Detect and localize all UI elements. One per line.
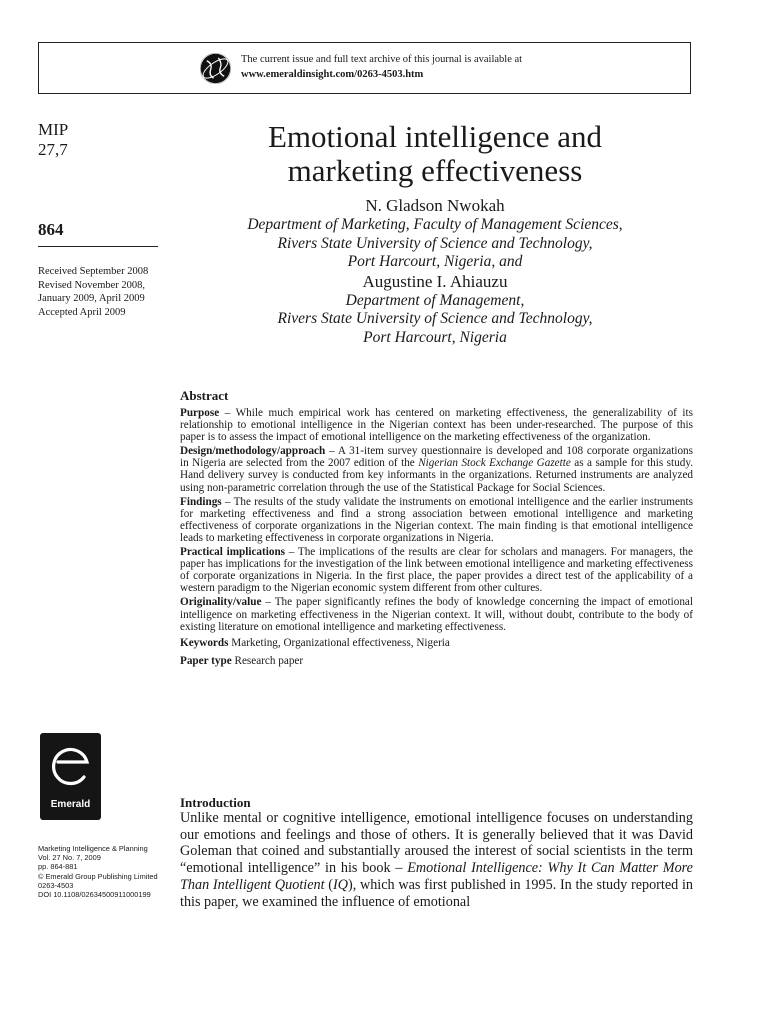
date-line: Accepted April 2009 xyxy=(38,306,126,318)
abstract-purpose xyxy=(180,407,693,443)
introduction-section xyxy=(180,795,693,910)
abstract-heading: Abstract xyxy=(180,388,229,403)
author-affiliation: Rivers State University of Science and Technology, xyxy=(277,310,593,327)
title-line: marketing effectiveness xyxy=(287,153,583,188)
author-affiliation: Port Harcourt, Nigeria xyxy=(363,328,507,346)
gazette-title: Nigerian Stock Exchange Gazette xyxy=(418,457,571,470)
citation-line: Marketing Intelligence & Planning xyxy=(38,844,148,853)
citation-block xyxy=(38,844,158,899)
section-text: Research paper xyxy=(231,654,304,667)
author-affiliation: Department of Management, xyxy=(345,291,525,309)
abstract xyxy=(180,388,693,669)
body-text: ( xyxy=(324,876,333,893)
journal-volume xyxy=(38,120,68,160)
section-text: – A 31-item survey questionnaire is developed and 108 corporate organizations in Nigeria are selected from the 2007 edition of the xyxy=(180,445,693,470)
section-label: Purpose xyxy=(180,407,220,419)
section-text: – The paper significantly refines the body of knowledge concerning the impact of emotional intelligence on marketing effectiveness in the Nigerian context. It will, without doubt, contribute to the body of existing literature on emotional intelligence and marketing effectiveness. xyxy=(180,596,693,633)
author-affiliation: Department of Marketing, Faculty of Management Sciences, xyxy=(247,216,623,233)
section-text: – The implications of the results are clear for scholars and managers. For managers, the paper has implications for the investigation of the link between emotional intelligence and marketing effectiveness of corporate organizations in Nigeria. In the first place, the paper provides a direct test of the applicability of a western paradigm to the Nigerian economic system different from other cultures. xyxy=(180,546,694,595)
body-text: ), which was first published in 1995. In the study reported in this paper, we examined the influence of emotional xyxy=(180,876,693,910)
emerald-e-icon xyxy=(40,733,101,799)
volume-issue: 27,7 xyxy=(38,140,68,159)
section-label: Originality/value xyxy=(180,596,262,609)
journal-abbreviation: MIP xyxy=(38,120,69,139)
introduction-paragraph xyxy=(180,810,693,910)
abstract-findings xyxy=(180,496,693,544)
abstract-practical xyxy=(180,546,693,594)
keywords xyxy=(180,637,693,649)
citation-line: DOI 10.1108/02634500911000199 xyxy=(38,890,151,900)
author-name: Augustine I. Ahiauzu xyxy=(362,271,508,291)
submission-dates xyxy=(38,265,148,319)
author-affiliation: Port Harcourt, Nigeria, and xyxy=(347,253,523,270)
page-number: 864 xyxy=(38,220,64,239)
abstract-design xyxy=(180,445,693,493)
divider xyxy=(38,246,158,247)
author-block xyxy=(180,196,690,347)
section-label: Practical implications xyxy=(180,546,286,559)
citation-line: 0263-4503 xyxy=(38,880,74,890)
section-label: Findings xyxy=(180,495,222,508)
section-text: as a sample for this study. Hand delivery survey is conducted from key informants in the organizations. Returned instruments are analyzed using non-parametric correlation through the use of the Statistical Package for Social Sciences. xyxy=(180,457,693,494)
citation-line: pp. 864-881 xyxy=(38,862,78,872)
body-text: Unlike mental or cognitive intelligence, emotional intelligence focuses on understanding our emotions and feelings and those of others. It is generally believed that it was David Goleman that coined and substantially aroused the interest of social scientists in the term “emotional intelligence” in his book – xyxy=(180,810,693,877)
banner-text: The current issue and full text archive of this journal is available at xyxy=(241,54,523,65)
iq-abbreviation: IQ xyxy=(333,876,348,893)
title-line: Emotional intelligence and xyxy=(267,119,602,154)
date-line: Revised November 2008, xyxy=(38,279,146,291)
section-label: Design/methodology/approach xyxy=(180,445,326,458)
introduction-heading: Introduction xyxy=(180,795,251,810)
author-name: N. Gladson Nwokah xyxy=(365,196,505,215)
paper-title xyxy=(180,120,690,188)
book-title: Emotional Intelligence: Why It Can Matter More Than Intelligent Quotient xyxy=(180,860,693,893)
journal-access-banner xyxy=(38,42,691,94)
paper-type xyxy=(180,655,693,667)
section-text: – While much empirical work has centered on marketing effectiveness, the generalizability of its relationship to emotional intelligence in the Nigerian context has been under-researched. The purpose of this paper is to assess the impact of emotional intelligence on the marketing effectiveness of the organization. xyxy=(180,407,693,444)
date-line: January 2009, April 2009 xyxy=(38,293,145,304)
date-line: Received September 2008 xyxy=(38,266,149,277)
citation-line: © Emerald Group Publishing Limited xyxy=(38,871,158,881)
logo-wordmark: Emerald xyxy=(50,799,91,810)
section-label: Paper type xyxy=(180,654,232,667)
emerald-logo xyxy=(40,733,101,820)
globe-icon xyxy=(199,52,232,85)
section-text: Marketing, Organizational effectiveness, Nigeria xyxy=(228,636,450,649)
journal-url-link[interactable]: www.emeraldinsight.com/0263-4503.htm xyxy=(241,69,424,80)
section-label: Keywords xyxy=(180,636,229,649)
section-text: – The results of the study validate the instruments on emotional intelligence and the earlier instruments for marketing effectiveness and find a strong association between emotional intelligence and marketing effectiveness of corporate organizations in the Nigerian context. The main finding is that emotional intelligence leads to marketing effectiveness in corporate organizations in Nigeria. xyxy=(180,495,693,544)
abstract-originality xyxy=(180,596,693,632)
citation-line: Vol. 27 No. 7, 2009 xyxy=(38,853,101,863)
author-affiliation: Rivers State University of Science and Technology, xyxy=(277,234,593,252)
